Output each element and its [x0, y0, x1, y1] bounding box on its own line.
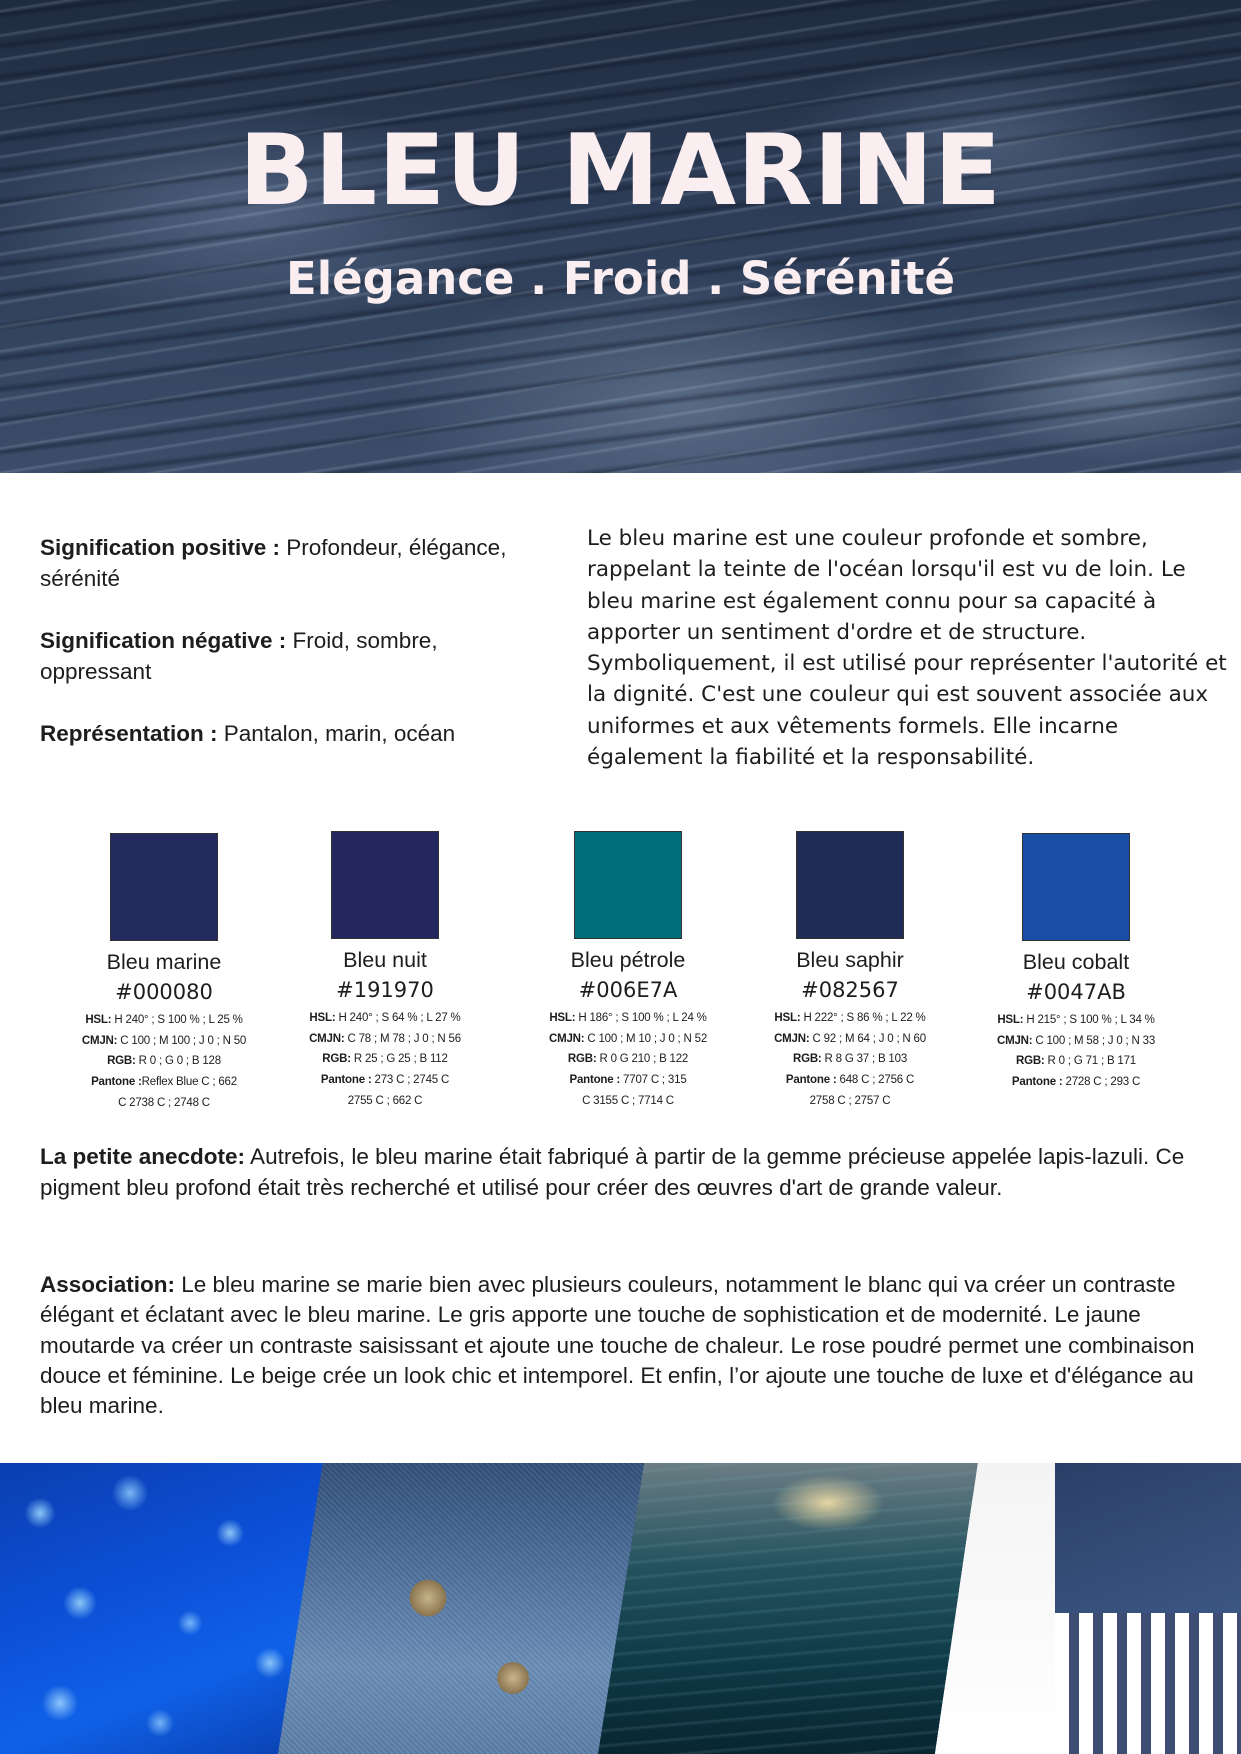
anecdote-paragraph	[40, 1142, 1220, 1203]
meaning-text: Pantalon, marin, océan	[217, 721, 456, 746]
spec-pantone	[523, 1070, 733, 1111]
swatch-specs	[59, 1010, 269, 1114]
spec-value: R 25 ; G 25 ; B 112	[350, 1053, 448, 1066]
spec-label: Pantone :	[785, 1074, 837, 1087]
swatch-name: Bleu marine	[106, 950, 222, 974]
spec-label: RGB:	[107, 1055, 136, 1068]
photo-strip	[0, 1463, 1241, 1754]
spec-label: CMJN:	[774, 1032, 810, 1045]
spec-pantone	[280, 1070, 490, 1111]
outfit-photo	[935, 1463, 1241, 1754]
spec-value: C 100 ; M 10 ; J 0 ; N 52	[584, 1032, 708, 1045]
spec-label: HSL:	[549, 1012, 576, 1024]
spec-hsl	[523, 1008, 733, 1029]
spec-cmjn	[59, 1031, 269, 1052]
spec-value: R 0 G 210 ; B 122	[596, 1053, 689, 1066]
spec-value: H 186° ; S 100 % ; L 24 %	[575, 1012, 707, 1024]
association-label: Association:	[40, 1272, 176, 1297]
spec-label: Pantone :	[320, 1074, 372, 1087]
swatch-color-box	[331, 831, 439, 939]
spec-hsl	[971, 1010, 1181, 1031]
swatch-hex: #0047AB	[1026, 980, 1126, 1004]
spec-label: CMJN:	[81, 1034, 118, 1047]
swatch-color-box	[574, 831, 682, 939]
spec-hsl	[59, 1010, 269, 1031]
spec-value: R 0 ; G 0 ; B 128	[135, 1055, 221, 1068]
swatch-bleu-cobalt	[971, 833, 1181, 1093]
spec-label: Pantone :	[1011, 1076, 1063, 1089]
spec-cmjn	[280, 1029, 490, 1050]
meaning-representation	[40, 718, 550, 749]
spec-label: CMJN:	[548, 1032, 585, 1045]
meaning-negative	[40, 625, 550, 687]
spec-label: HSL:	[85, 1014, 112, 1026]
spec-rgb	[523, 1049, 733, 1070]
spec-value: 2728 C ; 293 C	[1062, 1076, 1141, 1089]
sea-photo	[598, 1463, 983, 1754]
meaning-text: Froid, sombre, oppressant	[40, 628, 438, 684]
anecdote-label: La petite anecdote:	[40, 1144, 246, 1169]
meanings-list	[40, 532, 550, 780]
spec-value: Reflex Blue C ; 662 C 2738 C ; 2748 C	[118, 1076, 237, 1109]
spec-cmjn	[745, 1029, 955, 1050]
anecdote-text: Autrefois, le bleu marine était fabriqué à partir de la gemme précieuse appelée lapis-lazuli. Ce pigment bleu profond était très recherché et utilisé pour créer des œuvres d'art de grande valeur.	[40, 1144, 1185, 1200]
spec-rgb	[745, 1049, 955, 1070]
swatch-hex: #082567	[801, 978, 899, 1002]
spec-cmjn	[523, 1029, 733, 1050]
swatch-name: Bleu nuit	[343, 948, 427, 972]
swatch-specs	[745, 1008, 955, 1112]
swatch-hex: #000080	[115, 980, 213, 1004]
spec-label: CMJN:	[309, 1032, 345, 1045]
swatch-name: Bleu cobalt	[1022, 950, 1130, 974]
page-title: BLEU MARINE	[238, 114, 1003, 228]
jeans-photo	[278, 1463, 650, 1754]
spec-value: 7707 C ; 315 C 3155 C ; 7714 C	[582, 1074, 687, 1107]
swatch-color-box	[796, 831, 904, 939]
spec-label: CMJN:	[996, 1034, 1033, 1047]
spec-cmjn	[971, 1031, 1181, 1052]
spec-label: HSL:	[309, 1012, 336, 1024]
association-text: Le bleu marine se marie bien avec plusieurs couleurs, notamment le blanc qui va créer un contraste élégant et éclatant avec le bleu marine. Le gris apporte une touche de sophistication et de modernité. Le jaune moutarde va créer un contraste saisissant et ajoute une touche de chaleur. Le rose poudré permet une combinaison douce et féminine. Le beige crée un look chic et intemporel. Et enfin, l’or ajoute une touche de luxe et d'élégance au bleu marine.	[40, 1272, 1195, 1419]
swatch-bleu-marine	[59, 833, 269, 1114]
spec-pantone	[59, 1072, 269, 1113]
spec-label: RGB:	[567, 1053, 597, 1066]
spec-rgb	[280, 1049, 490, 1070]
swatch-color-box	[1022, 833, 1130, 941]
spec-hsl	[280, 1008, 490, 1029]
swatch-name: Bleu saphir	[796, 948, 904, 972]
spec-value: H 240° ; S 100 % ; L 25 %	[111, 1014, 243, 1026]
spec-rgb	[971, 1051, 1181, 1072]
association-paragraph	[40, 1270, 1230, 1421]
color-description: Le bleu marine est une couleur profonde et sombre, rappelant la teinte de l'océan lorsqu'il est vu de loin. Le bleu marine est également connu pour sa capacité à apporter un sentiment d'ordre et de structure. Symboliquement, il est utilisé pour représenter l'autorité et la dignité. C'est une couleur qui est souvent associée aux uniformes et aux vêtements formels. Elle incarne également la fiabilité et la responsabilité.	[587, 526, 1227, 771]
spec-pantone	[745, 1070, 955, 1111]
spec-value: H 215° ; S 100 % ; L 34 %	[1023, 1014, 1155, 1026]
swatch-name: Bleu pétrole	[570, 948, 686, 972]
spec-value: C 100 ; M 100 ; J 0 ; N 50	[117, 1034, 247, 1047]
spec-value: R 0 ; G 71 ; B 171	[1044, 1055, 1137, 1068]
spec-value: H 222° ; S 86 % ; L 22 %	[800, 1012, 926, 1024]
swatch-bleu-petrole	[523, 831, 733, 1112]
spec-rgb	[59, 1051, 269, 1072]
spec-label: HSL:	[997, 1014, 1024, 1026]
meaning-text: Profondeur, élégance, sérénité	[40, 535, 507, 591]
meaning-label: Signification positive :	[40, 535, 281, 560]
swatch-color-box	[110, 833, 218, 941]
swatch-bleu-saphir	[745, 831, 955, 1112]
spec-label: RGB:	[792, 1053, 822, 1066]
spec-pantone	[971, 1072, 1181, 1093]
meaning-positive	[40, 532, 550, 594]
spec-value: R 8 G 37 ; B 103	[821, 1053, 908, 1066]
swatch-hex: #191970	[336, 978, 434, 1002]
jellyfish-photo	[0, 1463, 326, 1754]
spec-value: H 240° ; S 64 % ; L 27 %	[335, 1012, 461, 1024]
meaning-label: Représentation :	[40, 721, 218, 746]
spec-value: 273 C ; 2745 C 2755 C ; 662 C	[347, 1074, 450, 1107]
spec-value: C 100 ; M 58 ; J 0 ; N 33	[1032, 1034, 1156, 1047]
spec-value: C 78 ; M 78 ; J 0 ; N 56	[344, 1032, 461, 1045]
spec-value: 648 C ; 2756 C 2758 C ; 2757 C	[809, 1074, 915, 1107]
spec-label: Pantone :	[91, 1076, 142, 1089]
hero-banner	[0, 0, 1241, 473]
spec-label: Pantone :	[569, 1074, 621, 1087]
spec-label: RGB:	[322, 1053, 351, 1066]
meaning-label: Signification négative :	[40, 628, 287, 653]
swatch-specs	[523, 1008, 733, 1112]
spec-value: C 92 ; M 64 ; J 0 ; N 60	[809, 1032, 926, 1045]
spec-label: HSL:	[774, 1012, 801, 1024]
spec-hsl	[745, 1008, 955, 1029]
swatch-specs	[280, 1008, 490, 1112]
swatch-specs	[971, 1010, 1181, 1093]
spec-label: RGB:	[1015, 1055, 1045, 1068]
page-subtitle: Elégance . Froid . Sérénité	[285, 252, 956, 305]
swatch-bleu-nuit	[280, 831, 490, 1112]
swatch-hex: #006E7A	[578, 978, 678, 1002]
